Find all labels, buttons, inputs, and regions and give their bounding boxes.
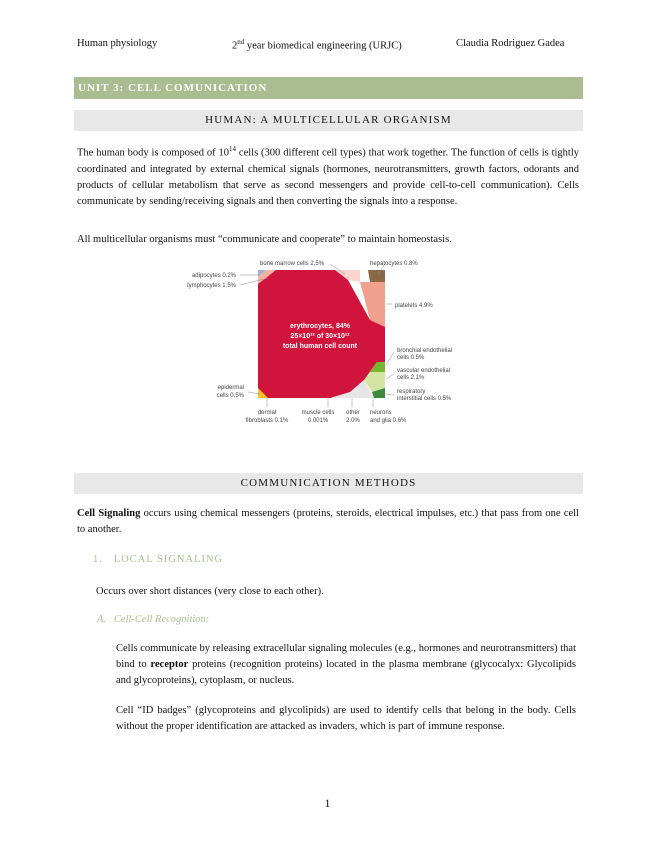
label-neurons-2: and glia 0.6%: [370, 418, 407, 424]
label-dermal-2: fibroblasts 0.1%: [245, 418, 289, 424]
label-hepatocytes: hepatocytes 0.8%: [370, 261, 418, 267]
local-signaling-text: Occurs over short distances (very close to each other).: [96, 586, 324, 597]
recognition-paragraph-1: Cells communicate by releasing extracellular signaling molecules (e.g., hormones and neurotransmitters) that bind to receptor proteins (recognition proteins) located in the plasma membrane (glycocalyx: Glycolipids and glycoproteins), cytoplasm, or nucleus.: [116, 643, 576, 686]
section-title-multicellular: HUMAN: A MULTICELLULAR ORGANISM: [74, 110, 583, 131]
cell-signaling-paragraph: Cell Signaling occurs using chemical messengers (proteins, steroids, electrical impulses, etc.) that pass from one cell to another.: [77, 508, 579, 535]
label-respiratory-1: respiratory: [397, 389, 426, 395]
label-neurons-1: neurons: [370, 410, 392, 416]
label-muscle-1: muscle cells: [301, 410, 335, 416]
label-bone-marrow: bone marrow cells 2.5%: [260, 261, 325, 267]
label-epidermal-2: cells 0.5%: [216, 393, 244, 399]
list-item-local-signaling: 1. LOCAL SIGNALING: [93, 554, 224, 565]
center-label-1: erythrocytes, 84%: [290, 323, 350, 330]
label-other-1: other: [346, 410, 360, 416]
cell-composition-figure: [180, 252, 480, 432]
unit-title: UNIT 3: CELL COMUNICATION: [74, 77, 583, 99]
label-dermal-1: dermal: [257, 410, 277, 416]
header-center: 2nd year biomedical engineering (URJC): [232, 38, 402, 52]
header-left: Human physiology: [77, 38, 158, 49]
label-muscle-2: 0.001%: [307, 418, 329, 424]
page-number: 1: [324, 796, 331, 810]
section-title-communication: COMMUNICATION METHODS: [74, 473, 583, 494]
label-vascular-1: vascular endothelial: [397, 368, 451, 374]
label-vascular-2: cells 2.1%: [397, 375, 425, 381]
label-bronchial-1: bronchial endothelial: [397, 348, 453, 354]
label-adipocytes: adipocytes 0.2%: [191, 273, 236, 279]
center-label-3: total human cell count: [282, 343, 358, 350]
header-right: Claudia Rodriguez Gadea: [456, 38, 565, 49]
intro-paragraph: The human body is composed of $10^{14}$ cells (300 different cell types) that work together. The function of cells is tightly coordinated and integrated by external chemical signals (hormones, neurotransmitters, growth factors, odorants and products of cellular metabolism that serve as second messengers and provide cell-to-cell communication). Cells communicate by sending/receiving signals and then converting the signals into a response.: [77, 145, 579, 207]
label-epidermal-1: epidermal: [217, 385, 244, 391]
center-label-2: 25×10¹² of 30×10¹²: [290, 333, 350, 340]
recognition-paragraph-2: Cell “ID badges” (glycoproteins and glycolipids) are used to identify cells that belong in the body. Cells without the proper identification are attacked as invaders, which is part of immune response.: [116, 705, 576, 732]
hepatocytes-region: [368, 270, 385, 282]
label-other-2: 2.0%: [346, 418, 360, 424]
label-bronchial-2: cells 0.5%: [397, 355, 425, 361]
sub-item-cell-recognition: A. Cell-Cell Recognition:: [97, 614, 210, 625]
label-respiratory-2: interstitial cells 0.5%: [397, 396, 452, 402]
label-lymphocytes: lymphocytes 1.5%: [187, 283, 236, 289]
homeostasis-paragraph: All multicellular organisms must “communicate and cooperate” to maintain homeostasis.: [77, 234, 452, 245]
label-platelets: platelets 4.9%: [395, 303, 433, 309]
